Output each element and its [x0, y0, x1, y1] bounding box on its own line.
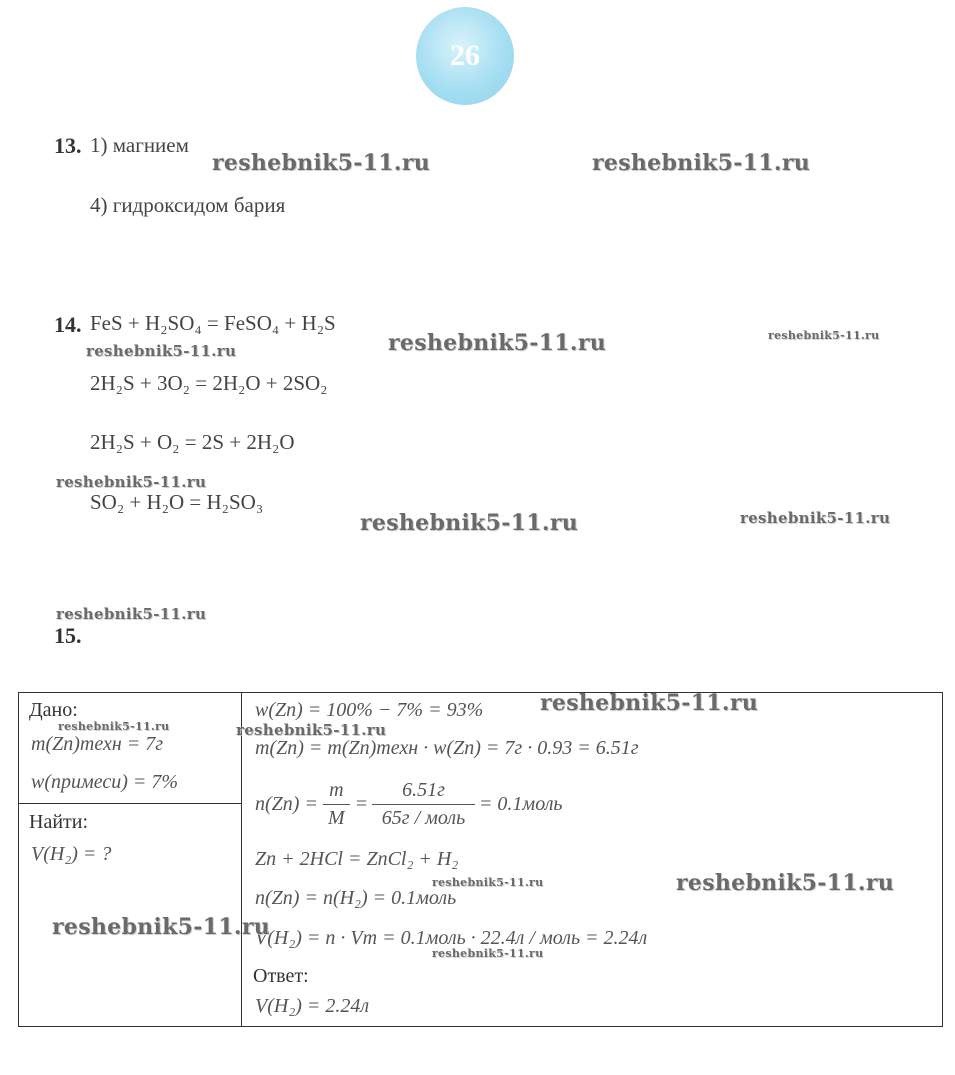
find-volume: V(H₂) = ?	[31, 843, 112, 865]
table-divider-horizontal	[19, 803, 241, 804]
solution-step2: m(Zn) = m(Zn)техн · w(Zn) = 7г · 0.93 = 6.51г	[255, 737, 639, 759]
given-mass: m(Zn)техн = 7г	[31, 733, 164, 755]
task14-equation1: FeS + H₂SO₄ = FeSO₄ + H₂S	[90, 311, 336, 335]
watermark: reshebnik5-11.ru	[58, 720, 170, 733]
solution-step1: w(Zn) = 100% − 7% = 93%	[255, 699, 484, 721]
watermark: reshebnik5-11.ru	[676, 870, 895, 896]
answer-value: V(H₂) = 2.24л	[255, 995, 370, 1017]
fraction-values	[372, 779, 475, 830]
watermark: reshebnik5-11.ru	[56, 605, 207, 623]
watermark: reshebnik5-11.ru	[56, 473, 207, 491]
watermark: reshebnik5-11.ru	[740, 509, 891, 527]
watermark: reshebnik5-11.ru	[388, 330, 607, 356]
watermark: reshebnik5-11.ru	[432, 947, 544, 960]
task14-number: 14.	[54, 312, 82, 337]
task15-number: 15.	[54, 623, 82, 648]
watermark: reshebnik5-11.ru	[360, 510, 579, 536]
task14-equation4: SO₂ + H₂O = H₂SO₃	[90, 490, 264, 514]
solution-step5: n(Zn) = n(H₂) = 0.1моль	[255, 887, 457, 909]
answer-label: Ответ:	[253, 965, 309, 987]
find-label: Найти:	[29, 811, 89, 833]
fraction-numerator: 6.51г	[372, 779, 475, 805]
watermark: reshebnik5-11.ru	[52, 914, 271, 940]
watermark: reshebnik5-11.ru	[432, 876, 544, 889]
watermark: reshebnik5-11.ru	[768, 329, 880, 342]
task14-equation3: 2H₂S + O₂ = 2S + 2H₂O	[90, 430, 295, 454]
task13-number: 13.	[54, 133, 82, 158]
watermark: reshebnik5-11.ru	[212, 150, 431, 176]
task13-answer1: 1) магнием	[90, 133, 189, 157]
fraction-m-over-M	[322, 779, 351, 830]
step3-left: n(Zn) =	[255, 793, 318, 815]
given-label: Дано:	[29, 699, 78, 721]
watermark: reshebnik5-11.ru	[540, 690, 759, 716]
table-divider-vertical	[241, 693, 242, 1026]
given-impurity: w(примеси) = 7%	[31, 771, 179, 793]
fraction-M: M	[327, 807, 345, 829]
watermark: reshebnik5-11.ru	[236, 721, 387, 739]
solution-step3	[255, 779, 563, 830]
page-number-badge	[416, 7, 514, 105]
solution-step6: V(H₂) = n · Vm = 0.1моль · 22.4л / моль = 2.24л	[255, 927, 648, 949]
step3-result: = 0.1моль	[478, 793, 563, 815]
solution-step4: Zn + 2HCl = ZnCl₂ + H₂	[255, 848, 459, 870]
fraction-denominator: 65г / моль	[381, 807, 466, 829]
watermark: reshebnik5-11.ru	[592, 150, 811, 176]
task13-answer4: 4) гидроксидом бария	[90, 193, 286, 217]
watermark: reshebnik5-11.ru	[86, 342, 237, 360]
solution-table	[18, 692, 943, 1027]
fraction-m: m	[323, 779, 349, 805]
page-number: 26	[450, 39, 480, 72]
task14-equation2: 2H₂S + 3O₂ = 2H₂O + 2SO₂	[90, 371, 328, 395]
step3-equals: =	[354, 793, 369, 815]
